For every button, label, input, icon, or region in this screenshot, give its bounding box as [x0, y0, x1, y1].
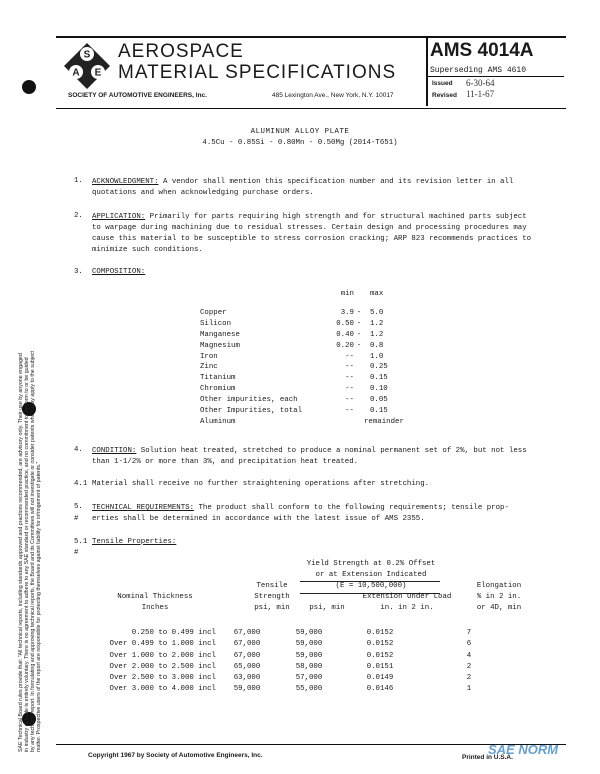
sae-logo — [62, 41, 112, 91]
composition-row: Titanium -- 0.15 — [200, 374, 388, 383]
spec-number: AMS 4014A — [430, 40, 534, 61]
section-text: A vendor shall mention this specification number and its revision letter in all — [158, 178, 514, 186]
section-text: cause this material to be susceptible to stress corrosion cracking; ARP 823 recommends practices to — [92, 235, 532, 243]
section-technical-requirements — [92, 503, 560, 525]
composition-row: Magnesium 0.20 - 0.8 — [200, 341, 384, 350]
extension-header: Extension Under Load — [362, 593, 452, 601]
header-divider — [426, 36, 428, 106]
composition-table — [200, 289, 410, 428]
tensile-header: psi, min — [254, 604, 290, 612]
superseding-note: Superseding AMS 4610 — [430, 66, 527, 75]
section-number: 2. — [74, 212, 83, 220]
issued-label: Issued — [432, 80, 453, 87]
section-application — [92, 212, 560, 256]
side-disclaimer-line: by any technical report. In formulating and approving technical reports, the Board and its Committees will not investigate or consider patents which may apply to the subject — [30, 350, 36, 752]
composition-row: Copper 3.9 - 5.0 — [200, 308, 384, 317]
side-disclaimer-line: SAE Technical Board rules provide that: "All technical reports, including standards approved and practices recommended, are advisory only. Their use by anyone engaged — [18, 353, 24, 752]
section-text: The product shall conform to the following requirements; tensile prop- — [194, 504, 509, 512]
society-address: 485 Lexington Ave., New York, N.Y. 10017 — [272, 92, 394, 99]
issued-date: 6-30-64 — [466, 78, 495, 88]
section-number: 4.1 — [74, 480, 88, 488]
composition-row: Aluminum remainder — [200, 417, 404, 426]
revised-label: Revised — [432, 92, 457, 99]
section-heading: Tensile Properties: — [92, 538, 177, 546]
tensile-row: Over 2.000 to 2.500 incl 65,000 58,000 0.0151 2 — [109, 662, 472, 671]
header-title-line1: AEROSPACE — [118, 41, 244, 62]
composition-row: Chromium -- 0.10 — [200, 385, 388, 394]
yield-header: or at Extension Indicated — [315, 571, 427, 579]
composition-row: Other impurities, each -- 0.05 — [200, 396, 388, 405]
section-number: 4. — [74, 446, 83, 454]
tensile-row: Over 3.000 to 4.000 incl 59,000 55,000 0.0146 1 — [109, 685, 472, 694]
section-number: 3. — [74, 268, 83, 276]
section-number: 5. — [74, 503, 83, 511]
composition-row: Silicon 0.50 - 1.2 — [200, 319, 384, 328]
logo-letter: E — [94, 67, 102, 79]
tensile-header: Tensile — [256, 582, 288, 590]
tensile-row: Over 1.000 to 2.000 incl 67,000 59,000 0.0152 4 — [109, 651, 472, 660]
header-title-line2: MATERIAL SPECIFICATIONS — [118, 62, 397, 83]
tensile-row: Over 0.499 to 1.000 incl 67,000 59,000 0.0152 6 — [109, 640, 472, 649]
logo-letter: S — [83, 49, 91, 61]
side-disclaimer-line: in industry or trade is entirely voluntary. There is no agreement to adhere to any SAE standard or recommended practice, and no commitment to conform to or be guided — [24, 357, 30, 752]
section-heading: ACKNOWLEDGMENT: — [92, 178, 159, 186]
composition-header — [200, 289, 410, 300]
section-condition — [92, 446, 560, 468]
revision-mark: # — [74, 549, 79, 557]
revised-date: 11-1-67 — [466, 89, 495, 99]
elongation-header: Elongation — [476, 582, 522, 590]
side-disclaimer-line: matter. Prospective users of the report are responsible for protecting themselves against liability for infringement of patents." — [36, 461, 42, 752]
superseding-divider — [428, 76, 564, 77]
copyright-notice: Copyright 1967 by Society of Automotive Engineers, Inc. — [88, 752, 263, 759]
col-max-header: max — [370, 290, 384, 298]
watermark-logo: SAE NORM — [488, 742, 559, 757]
section-text: quotations and when acknowledging purchase orders. — [92, 189, 314, 197]
section-number: 5.1 — [74, 538, 88, 546]
logo-letter: A — [72, 67, 80, 79]
section-heading: COMPOSITION: — [92, 268, 146, 276]
section-heading: CONDITION: — [92, 447, 137, 455]
composition-row: Zinc -- 0.25 — [200, 363, 388, 372]
composition-row: Iron -- 1.0 — [200, 352, 384, 361]
composition-row: Other Impurities, total -- 0.15 — [200, 407, 388, 416]
section-heading: APPLICATION: — [92, 213, 146, 221]
section-text: Primarily for parts requiring high strength and for structural machined parts subject — [145, 213, 527, 221]
tensile-row: 0.250 to 0.499 incl 67,000 59,000 0.0152 7 — [131, 629, 472, 637]
thickness-header: Inches — [141, 604, 169, 612]
section-text: than 1-1/2% or more than 3%, and precipitation heat treated. — [92, 458, 359, 466]
section-text: Solution heat treated, stretched to produce a nominal permanent set of 2%, but not less — [136, 447, 527, 455]
section-text: erties shall be determined in accordance with the latest issue of AMS 2355. — [92, 515, 425, 523]
yield-psi-header: psi, min — [309, 604, 345, 612]
printed-notice: Printed in U.S.A. — [462, 754, 513, 761]
section-text: minimize such conditions. — [92, 246, 203, 254]
doc-title: ALUMINUM ALLOY PLATE — [250, 128, 350, 136]
col-min-header: min — [340, 290, 354, 298]
section-number: 1. — [74, 177, 83, 185]
yield-header: (E = 10,500,000) — [335, 582, 407, 590]
extension-header: in. in 2 in. — [380, 604, 434, 612]
tensile-row: Over 2.500 to 3.000 incl 63,000 57,000 0.0149 2 — [109, 674, 472, 683]
section-text: to warpage during machining due to residual stresses. Certain design and processing procedures may — [92, 224, 527, 232]
section-acknowledgment — [92, 177, 560, 199]
yield-header: Yield Strength at 0.2% Offset — [306, 560, 436, 568]
tensile-header: Strength — [254, 593, 290, 601]
tensile-table — [96, 628, 518, 696]
revision-mark: # — [74, 515, 79, 523]
doc-subtitle: 4.5Cu - 0.85Si - 0.80Mn - 0.50Mg (2014-T651) — [202, 139, 398, 147]
elongation-header: % in 2 in. — [476, 593, 522, 601]
side-disclaimer — [18, 92, 42, 752]
composition-row: Manganese 0.40 - 1.2 — [200, 330, 384, 339]
section-heading: TECHNICAL REQUIREMENTS: — [92, 504, 195, 512]
section-text: Material shall receive no further straightening operations after stretching. — [92, 480, 430, 488]
thickness-header: Nominal Thickness — [117, 593, 193, 601]
society-name: SOCIETY OF AUTOMOTIVE ENGINEERS, Inc. — [68, 92, 207, 99]
elongation-header: or 4D, min — [476, 604, 522, 612]
